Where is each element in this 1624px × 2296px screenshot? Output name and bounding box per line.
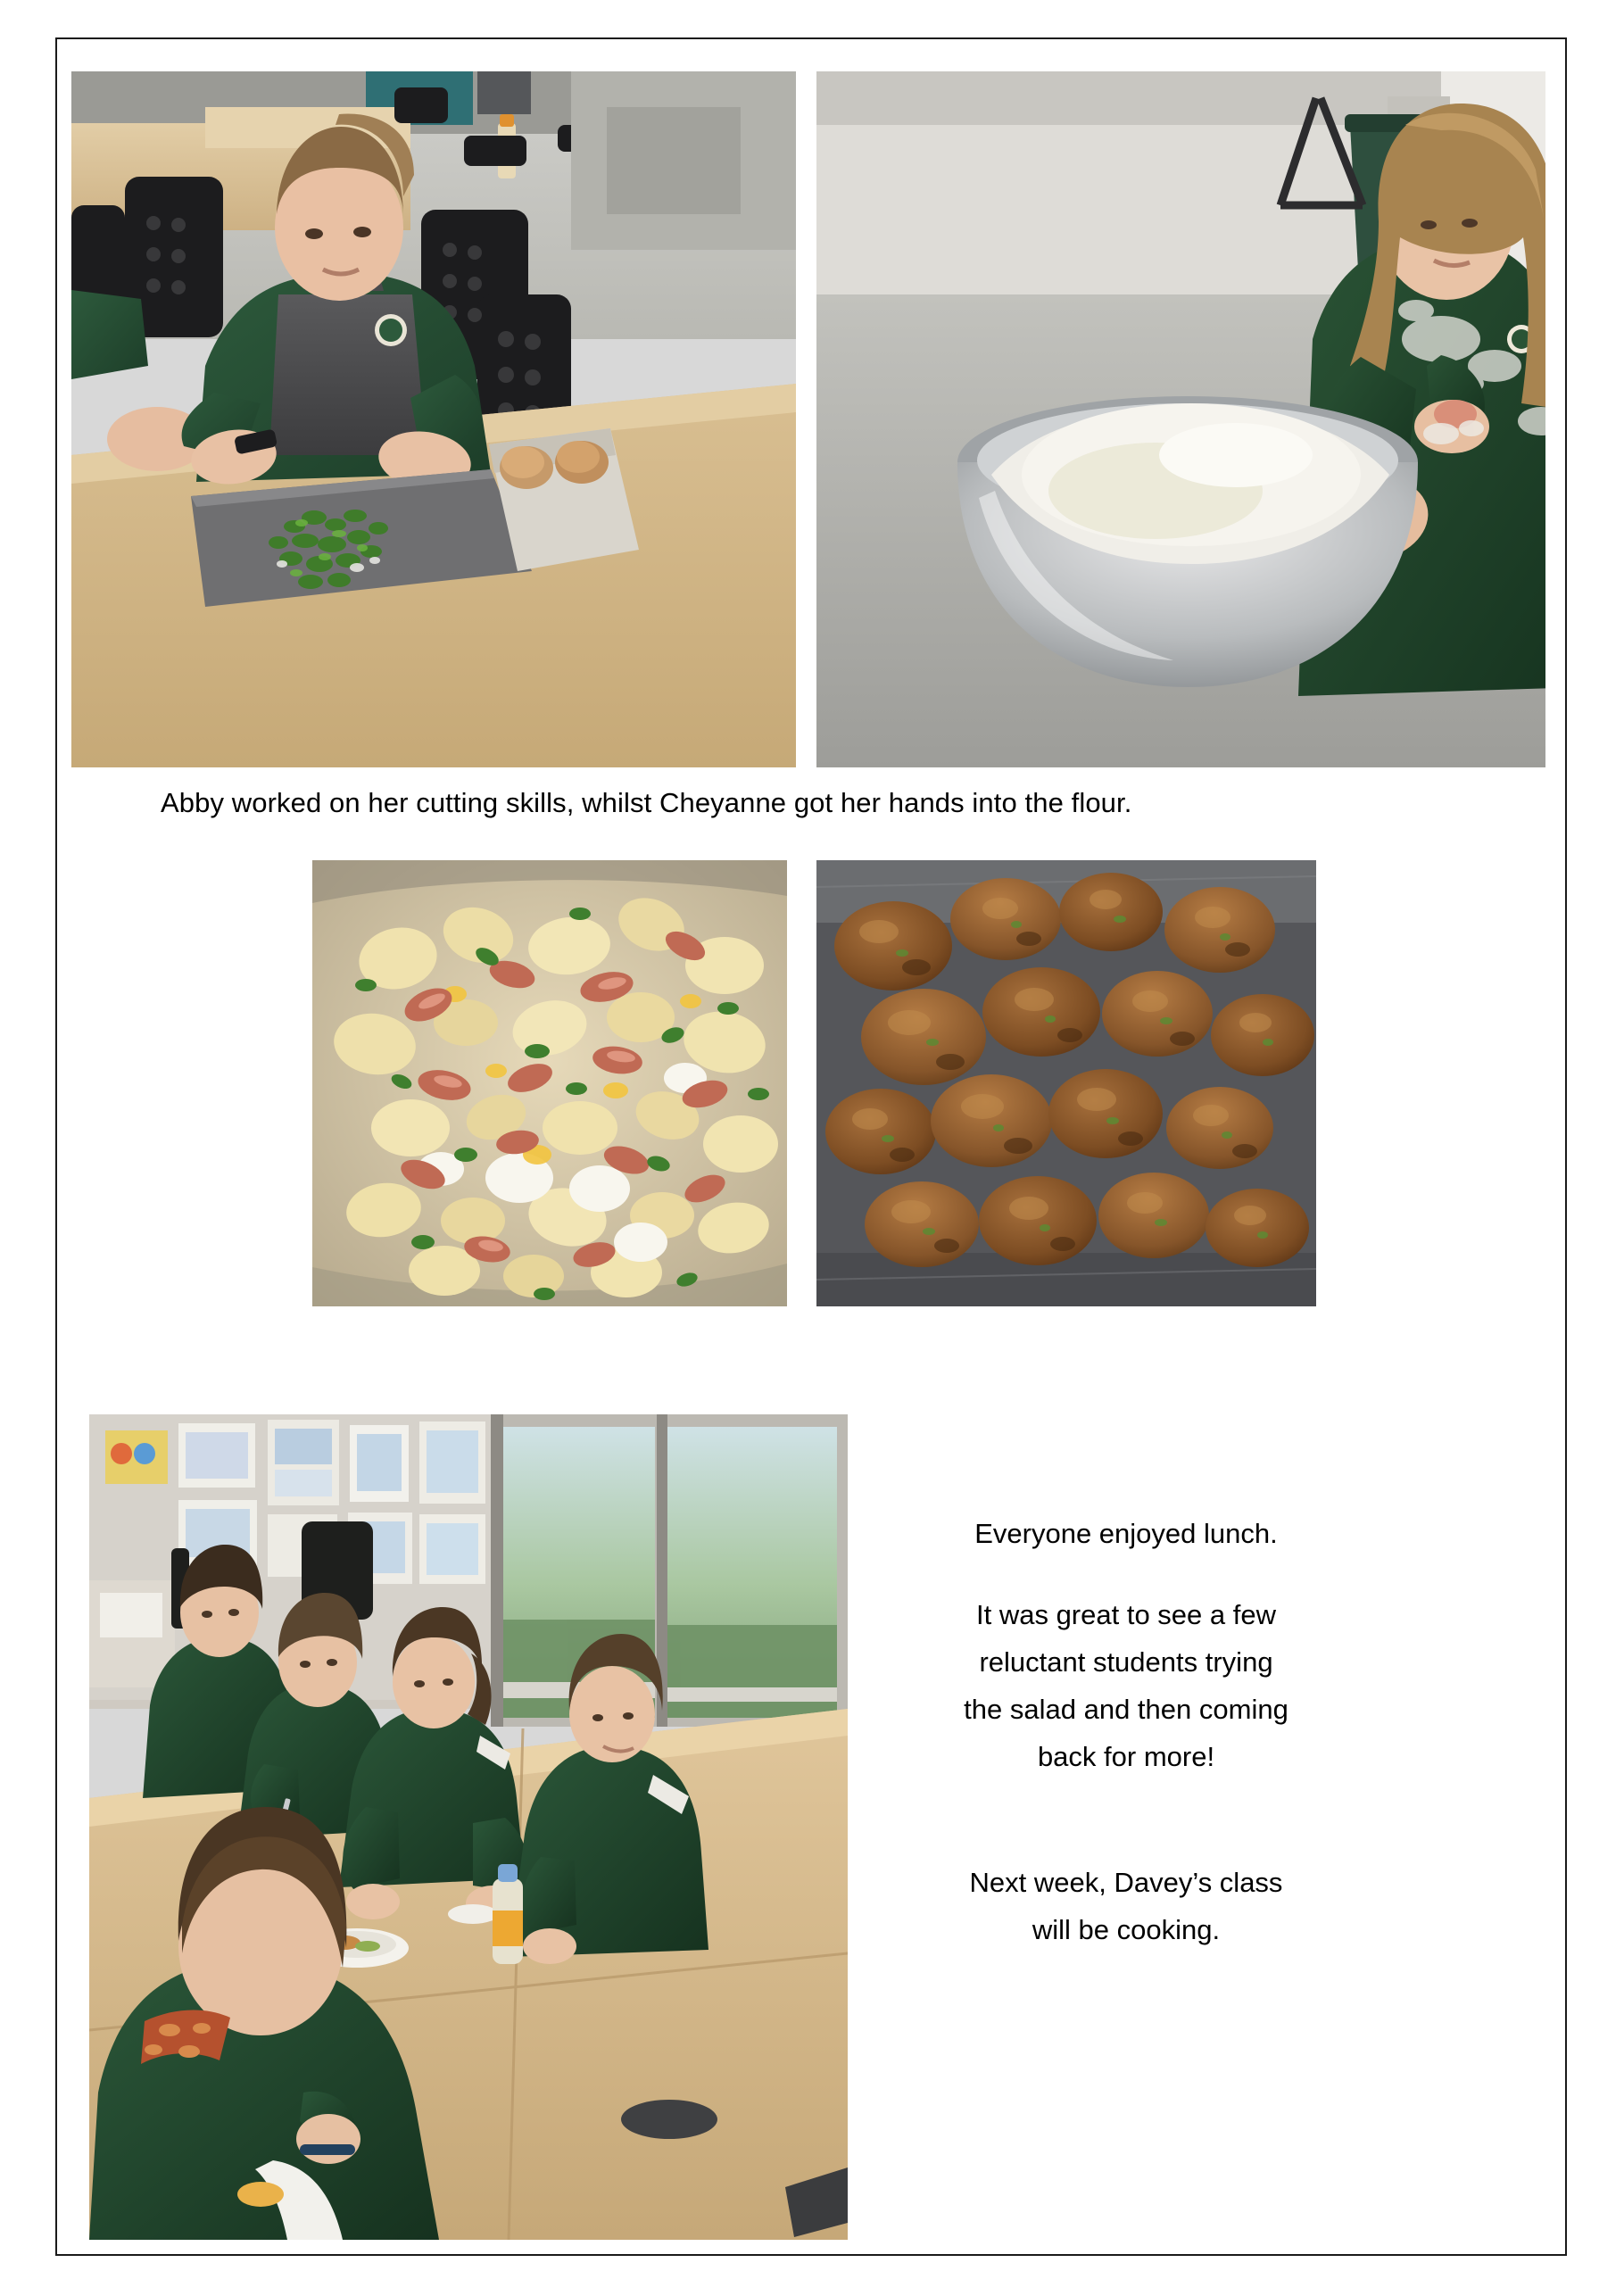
- photo-cooked-rissoles-tray: [816, 860, 1316, 1306]
- page-content: [55, 37, 1567, 2256]
- sidebar-line-5: back for more!: [1037, 1740, 1215, 1772]
- sidebar-paragraph-block: [885, 1514, 1367, 1951]
- caption-row-1: Abby worked on her cutting skills, whilst Cheyanne got her hands into the flour.: [161, 787, 1132, 818]
- sidebar-closing-line-1: Next week, Davey’s class: [969, 1866, 1283, 1898]
- sidebar-line-2: It was great to see a few: [975, 1598, 1276, 1630]
- photo-student-cutting-herbs: [71, 71, 796, 767]
- sidebar-line-4: the salad and then coming: [964, 1693, 1288, 1725]
- sidebar-line-1: Everyone enjoyed lunch.: [974, 1518, 1278, 1549]
- photo-potato-salad-bowl: [312, 860, 787, 1306]
- text-spacer-2: [885, 1778, 1367, 1863]
- photo-student-mixing-flour: [816, 71, 1545, 767]
- text-spacer: [885, 1554, 1367, 1596]
- sidebar-closing-line-2: will be cooking.: [1032, 1913, 1221, 1945]
- sidebar-line-3: reluctant students trying: [979, 1645, 1273, 1678]
- photo-students-eating-lunch: [89, 1414, 848, 2240]
